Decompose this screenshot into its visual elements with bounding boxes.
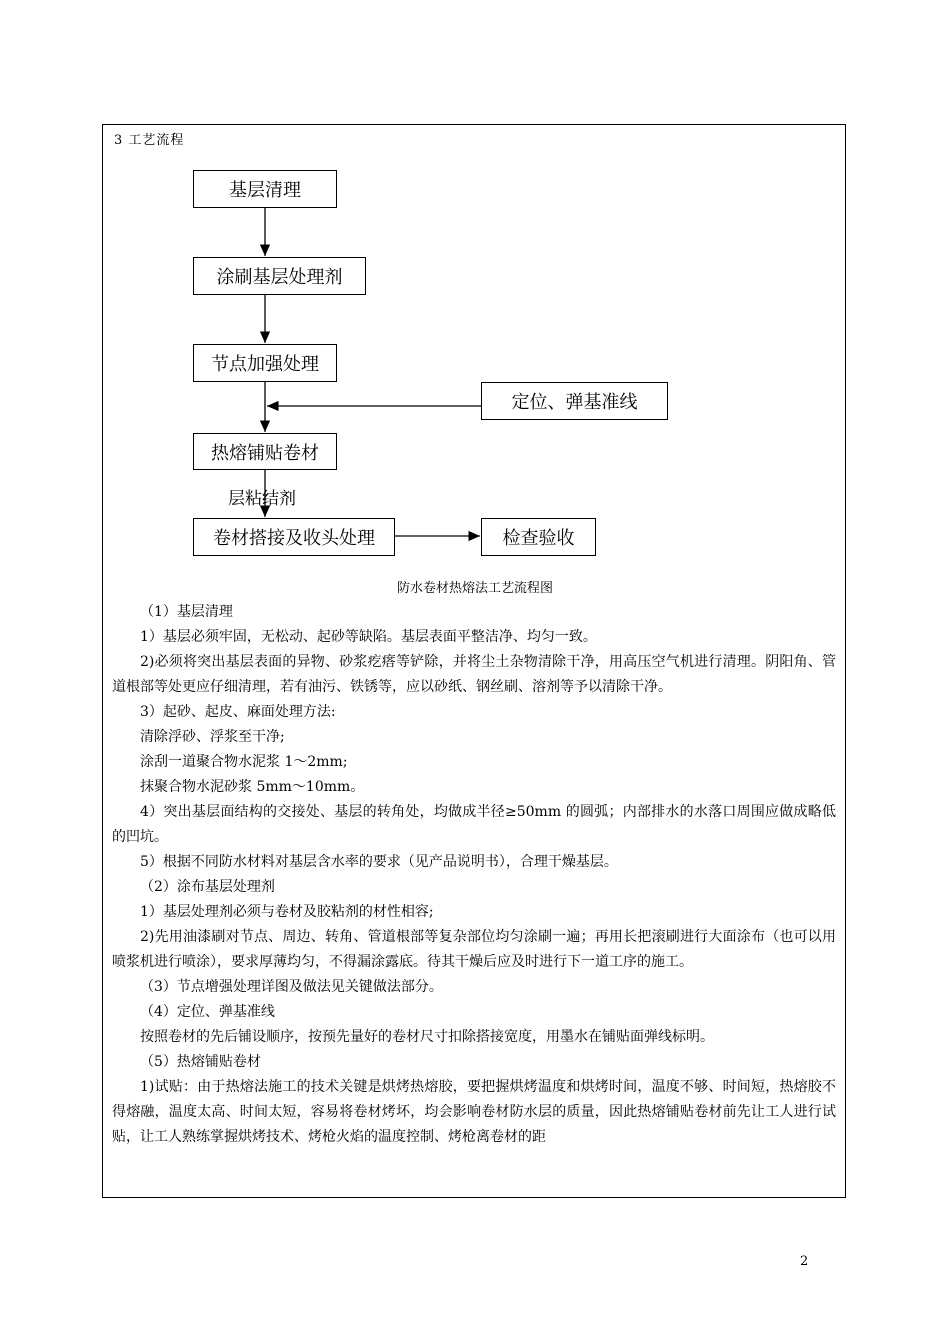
paragraph: 涂刮一道聚合物水泥浆 1～2mm; [140, 754, 348, 770]
flow-box-overlap: 卷材搭接及收头处理 [193, 518, 395, 556]
page-number: 2 [800, 1254, 809, 1269]
body-text [112, 600, 836, 1150]
paragraph: 1）基层处理剂必须与卷材及胶粘剂的材性相容; [140, 904, 434, 920]
flowchart-caption: 防水卷材热熔法工艺流程图 [396, 581, 553, 596]
paragraph: 1）基层必须牢固，无松动、起砂等缺陷。基层表面平整洁净、均匀一致。 [140, 629, 597, 645]
paragraph: 4）突出基层面结构的交接处、基层的转角处，均做成半径≥50mm 的圆弧；内部排水的水落口周围应做成略低的凹坑。 [112, 804, 836, 845]
paragraph: （2）涂布基层处理剂 [140, 879, 275, 895]
paragraph: 2)必须将突出基层表面的异物、砂浆疙瘩等铲除，并将尘土杂物清除干净，用高压空气机进行清理。阴阳角、管道根部等处更应仔细清理，若有油污、铁锈等，应以砂纸、钢丝刷、溶剂等予以清除干净。 [112, 654, 836, 695]
flow-box-primer: 涂刷基层处理剂 [193, 257, 366, 295]
paragraph: （1）基层清理 [140, 604, 233, 620]
paragraph: （5）热熔铺贴卷材 [140, 1054, 261, 1070]
paragraph: 3）起砂、起皮、麻面处理方法: [140, 704, 336, 720]
paragraph: （4）定位、弹基准线 [140, 1004, 275, 1020]
paragraph: 5）根据不同防水材料对基层含水率的要求（见产品说明书），合理干燥基层。 [140, 854, 618, 870]
paragraph: 清除浮砂、浮浆至干净; [140, 729, 285, 745]
paragraph: 抹聚合物水泥砂浆 5mm～10mm。 [140, 779, 365, 795]
flow-box-base-cleaning: 基层清理 [193, 170, 337, 208]
paragraph: 2)先用油漆刷对节点、周边、转角、管道根部等复杂部位均匀涂刷一遍；再用长把滚刷进行大面涂布（也可以用喷浆机进行喷涂），要求厚薄均匀，不得漏涂露底。待其干燥后应及时进行下一道工序的施工。 [112, 929, 836, 970]
flow-box-inspection: 检查验收 [481, 518, 596, 556]
paragraph: 按照卷材的先后铺设顺序，按预先量好的卷材尺寸扣除搭接宽度，用墨水在铺贴面弹线标明。 [140, 1029, 714, 1045]
flow-box-node-reinforce: 节点加强处理 [193, 344, 337, 382]
flow-side-label: 层粘结剂 [228, 489, 296, 509]
flow-box-positioning: 定位、弹基准线 [481, 382, 668, 420]
paragraph: （3）节点增强处理详图及做法见关键做法部分。 [140, 979, 443, 995]
flow-box-hot-melt: 热熔铺贴卷材 [193, 433, 337, 470]
section-title: 3 工艺流程 [114, 133, 185, 148]
paragraph: 1)试贴：由于热熔法施工的技术关键是烘烤热熔胶，要把握烘烤温度和烘烤时间，温度不够、时间短，热熔胶不得熔融，温度太高、时间太短，容易将卷材烤坏，均会影响卷材防水层的质量，因此热熔铺贴卷材前先让工人进行试贴，让工人熟练掌握烘烤技术、烤枪火焰的温度控制、烤枪离卷材的距 [112, 1079, 836, 1145]
